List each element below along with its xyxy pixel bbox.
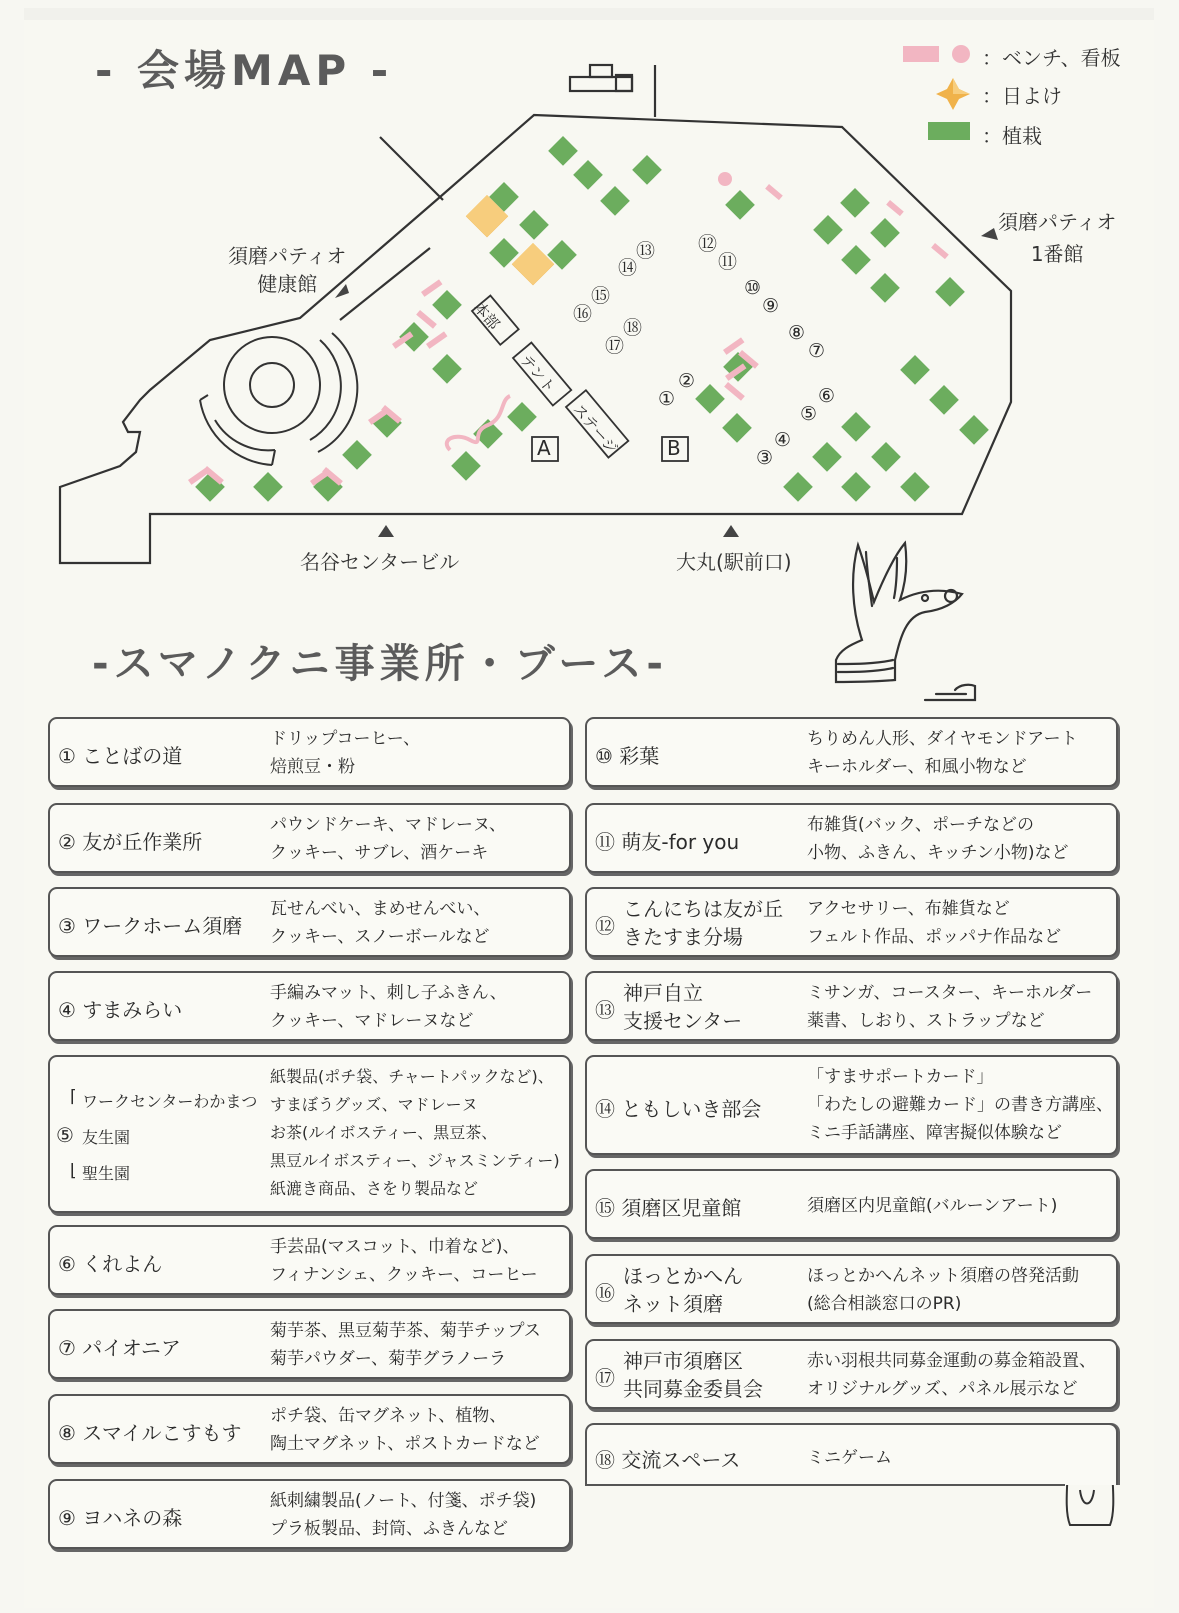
- plant-mark: [342, 440, 372, 470]
- booth-marker-18: ⑱: [623, 317, 643, 339]
- booth-name-line-2: 友生園: [82, 1128, 131, 1147]
- plant-mark: [841, 245, 871, 275]
- booth-items: 手芸品(マスコット、巾着など)、 フィナンシェ、クッキー、コーヒー: [270, 1237, 538, 1285]
- plant-mark: [632, 155, 662, 185]
- booth-name: ⑩ 彩葉: [595, 744, 660, 768]
- booth-card-2: [48, 803, 571, 873]
- legend-bench-label: ：ベンチ、看板: [982, 46, 1121, 70]
- booth-card-18: [585, 1423, 1118, 1485]
- place-patio-1: 須磨パティオ 1番館: [998, 210, 1117, 266]
- booth-marker-8: ⑧: [788, 322, 806, 344]
- booth-items: 「すまサポートカード」 「わたしの避難カード」の書き方講座、 ミニ手話講座、障害擬似体験など: [807, 1067, 1113, 1143]
- booth-name: ⑪ 萌友-for you: [595, 830, 740, 854]
- plant-mark: [812, 442, 842, 472]
- map-title: - 会場MAP -: [95, 46, 394, 95]
- direction-arrows: [335, 228, 998, 537]
- plant-mark: [548, 136, 578, 166]
- plant-mark: [507, 402, 537, 432]
- booth-card-7: [48, 1309, 571, 1379]
- booth-card-10: [585, 717, 1118, 787]
- booth-items: ドリップコーヒー、 焙煎豆・粉: [270, 729, 421, 777]
- booth-marker-3: ③: [756, 447, 774, 469]
- booth-name: ① ことばの道: [58, 744, 183, 768]
- booth-marker-5: ⑤: [800, 403, 818, 425]
- booth-card-6: [48, 1225, 571, 1295]
- booth-items: 布雑貨(バック、ポーチなどの 小物、ふきん、キッチン小物)など: [807, 815, 1069, 863]
- plant-mark: [841, 472, 871, 502]
- tent-label: テント: [516, 351, 559, 397]
- booth-card-5: [48, 1055, 571, 1213]
- plant-mark: [725, 190, 755, 220]
- booth-name: ⑥ くれよん: [58, 1252, 163, 1276]
- booth-card-11: [585, 803, 1118, 873]
- plant-mark: [783, 472, 813, 502]
- booths-title: -スマノクニ事業所・ブース-: [92, 641, 669, 687]
- plant-mark: [871, 442, 901, 472]
- booth-marker-16: ⑯: [573, 303, 593, 325]
- booth-name: ⑦ パイオニア: [58, 1336, 181, 1360]
- booth-name: ② 友が丘作業所: [58, 830, 203, 854]
- booth-name: ④ すまみらい: [58, 998, 183, 1022]
- booth-name: ③ ワークホーム須磨: [58, 914, 243, 938]
- booth-card-9: [48, 1479, 571, 1549]
- booth-name: ほっとかへん ネット須磨: [623, 1264, 743, 1316]
- plant-mark: [935, 277, 965, 307]
- booth-card-4: [48, 971, 571, 1041]
- plant-mark: [870, 218, 900, 248]
- booth-name: ⑮ 須磨区児童館: [595, 1196, 742, 1220]
- plant-mark: [253, 472, 283, 502]
- booth-card-1: [48, 717, 571, 787]
- plant-mark: [813, 215, 843, 245]
- booth-card-15: [585, 1169, 1118, 1239]
- booth-card-16: [585, 1254, 1118, 1324]
- legend-sunshade-label: ：日よけ: [982, 84, 1062, 108]
- area-a-label: A: [537, 436, 551, 460]
- booth-marker-1: ①: [658, 388, 676, 410]
- plant-mark: [840, 188, 870, 218]
- place-daimaru: 大丸(駅前口): [676, 550, 792, 574]
- plant-mark: [722, 413, 752, 443]
- plant-mark: [929, 385, 959, 415]
- plant-mark: [841, 412, 871, 442]
- booth-marker-11: ⑪: [718, 251, 738, 273]
- booth-items: 赤い羽根共同募金運動の募金箱設置、 オリジナルグッズ、パネル展示など: [807, 1351, 1096, 1399]
- place-meitani: 名谷センタービル: [300, 550, 460, 574]
- booth-items: 須磨区内児童館(バルーンアート): [807, 1196, 1058, 1216]
- fox-mascot: [836, 543, 975, 700]
- booth-name: ⑭ ともしいき部会: [595, 1097, 762, 1121]
- plant-mark: [573, 160, 603, 190]
- booth-name: こんにちは友が丘 きたすま分場: [623, 897, 783, 949]
- booth-items: 菊芋茶、黒豆菊芋茶、菊芋チップス 菊芋パウダー、菊芋グラノーラ: [270, 1321, 541, 1369]
- booth-card-18-bottom-line: [585, 1484, 1065, 1486]
- booth-number: ⑰: [595, 1366, 615, 1390]
- booth-card-14: [585, 1055, 1118, 1155]
- booth-marker-7: ⑦: [808, 340, 826, 362]
- booth-number: ⑫: [595, 914, 615, 938]
- legend-plant-label: ：植栽: [982, 124, 1042, 148]
- area-b-label: B: [667, 436, 681, 460]
- booth-name: ⑧ スマイルこすもす: [58, 1421, 242, 1445]
- plant-mark: [900, 355, 930, 385]
- booth-items: アクセサリー、布雑貨など フェルト作品、ポッパナ作品など: [807, 899, 1062, 947]
- booth-marker-17: ⑰: [605, 335, 625, 357]
- booth-number: ⑯: [595, 1281, 615, 1305]
- booth-items: 紙製品(ポチ袋、チャートパックなど)、 すまぼうグッズ、マドレーヌ お茶(ルイボスティー、黒豆茶、 黒豆ルイボスティー、ジャスミンティー) 紙漉き商品、さをり製品など: [270, 1067, 560, 1198]
- booth-items: ほっとかへんネット須磨の啓発活動 (総合相談窓口のPR): [807, 1266, 1079, 1314]
- place-patio-health: 須磨パティオ 健康館: [228, 244, 347, 296]
- booth-name: ⑱ 交流スペース: [595, 1448, 741, 1472]
- plant-mark: [959, 415, 989, 445]
- plant-mark: [695, 384, 725, 414]
- booth-name-line-1: ワークセンターわかまつ: [82, 1092, 258, 1111]
- honbu-label: 本部: [470, 298, 504, 334]
- round-building: [200, 333, 357, 465]
- plant-mark: [900, 472, 930, 502]
- bench-markers: [188, 172, 949, 486]
- plant-mark: [451, 451, 481, 481]
- booth-card-17: [585, 1339, 1118, 1409]
- legend-icons: [903, 45, 970, 140]
- booth-number: ⑬: [595, 998, 615, 1022]
- booth-items: 紙刺繍製品(ノート、付箋、ポチ袋) プラ板製品、封筒、ふきんなど: [270, 1491, 537, 1539]
- booth-card-13: [585, 971, 1118, 1041]
- plant-mark: [870, 273, 900, 303]
- booth-marker-10: ⑩: [744, 277, 762, 299]
- booth-marker-2: ②: [678, 370, 696, 392]
- booth-marker-14: ⑭: [618, 257, 638, 279]
- booth-card-12: [585, 887, 1118, 957]
- booth-name: 神戸自立 支援センター: [623, 981, 743, 1033]
- booth-items: ミサンガ、コースター、キーホルダー 薬書、しおり、ストラップなど: [807, 983, 1093, 1031]
- booth-marker-12: ⑫: [698, 233, 718, 255]
- booth-card-8: [48, 1394, 571, 1464]
- booth-items: パウンドケーキ、マドレーヌ、 クッキー、サブレ、酒ケーキ: [270, 815, 506, 863]
- sunshade-markers: [466, 195, 554, 285]
- plant-mark: [519, 210, 549, 240]
- booth-items: ちりめん人形、ダイヤモンドアート キーホルダー、和風小物など: [807, 729, 1078, 777]
- bracket-bottom: ⌊: [70, 1161, 77, 1181]
- booth-name: ⑨ ヨハネの森: [58, 1506, 183, 1530]
- plant-mark: [432, 290, 462, 320]
- booth-card-3: [48, 887, 571, 957]
- booth-items: ポチ袋、缶マグネット、植物、 陶土マグネット、ポストカードなど: [270, 1406, 540, 1454]
- plant-mark: [600, 186, 630, 216]
- plant-mark: [432, 354, 462, 384]
- booth-marker-15: ⑮: [591, 285, 611, 307]
- booth-marker-4: ④: [774, 429, 792, 451]
- booth-items: 手編みマット、刺し子ふきん、 クッキー、マドレーヌなど: [270, 983, 507, 1031]
- booth-marker-6: ⑥: [818, 385, 836, 407]
- booth-name-line-3: 聖生園: [82, 1164, 131, 1183]
- booth-name: 神戸市須磨区 共同募金委員会: [623, 1349, 763, 1401]
- bracket-top: ⌈: [70, 1087, 77, 1107]
- booth-marker-13: ⑬: [636, 240, 656, 262]
- booth-number: ⑤: [56, 1123, 74, 1147]
- stage-label: ステージ: [569, 400, 622, 458]
- booth-marker-9: ⑨: [762, 295, 780, 317]
- booth-items: 瓦せんべい、まめせんべい、 クッキー、スノーボールなど: [270, 899, 491, 947]
- booth-items: ミニゲーム: [807, 1448, 892, 1468]
